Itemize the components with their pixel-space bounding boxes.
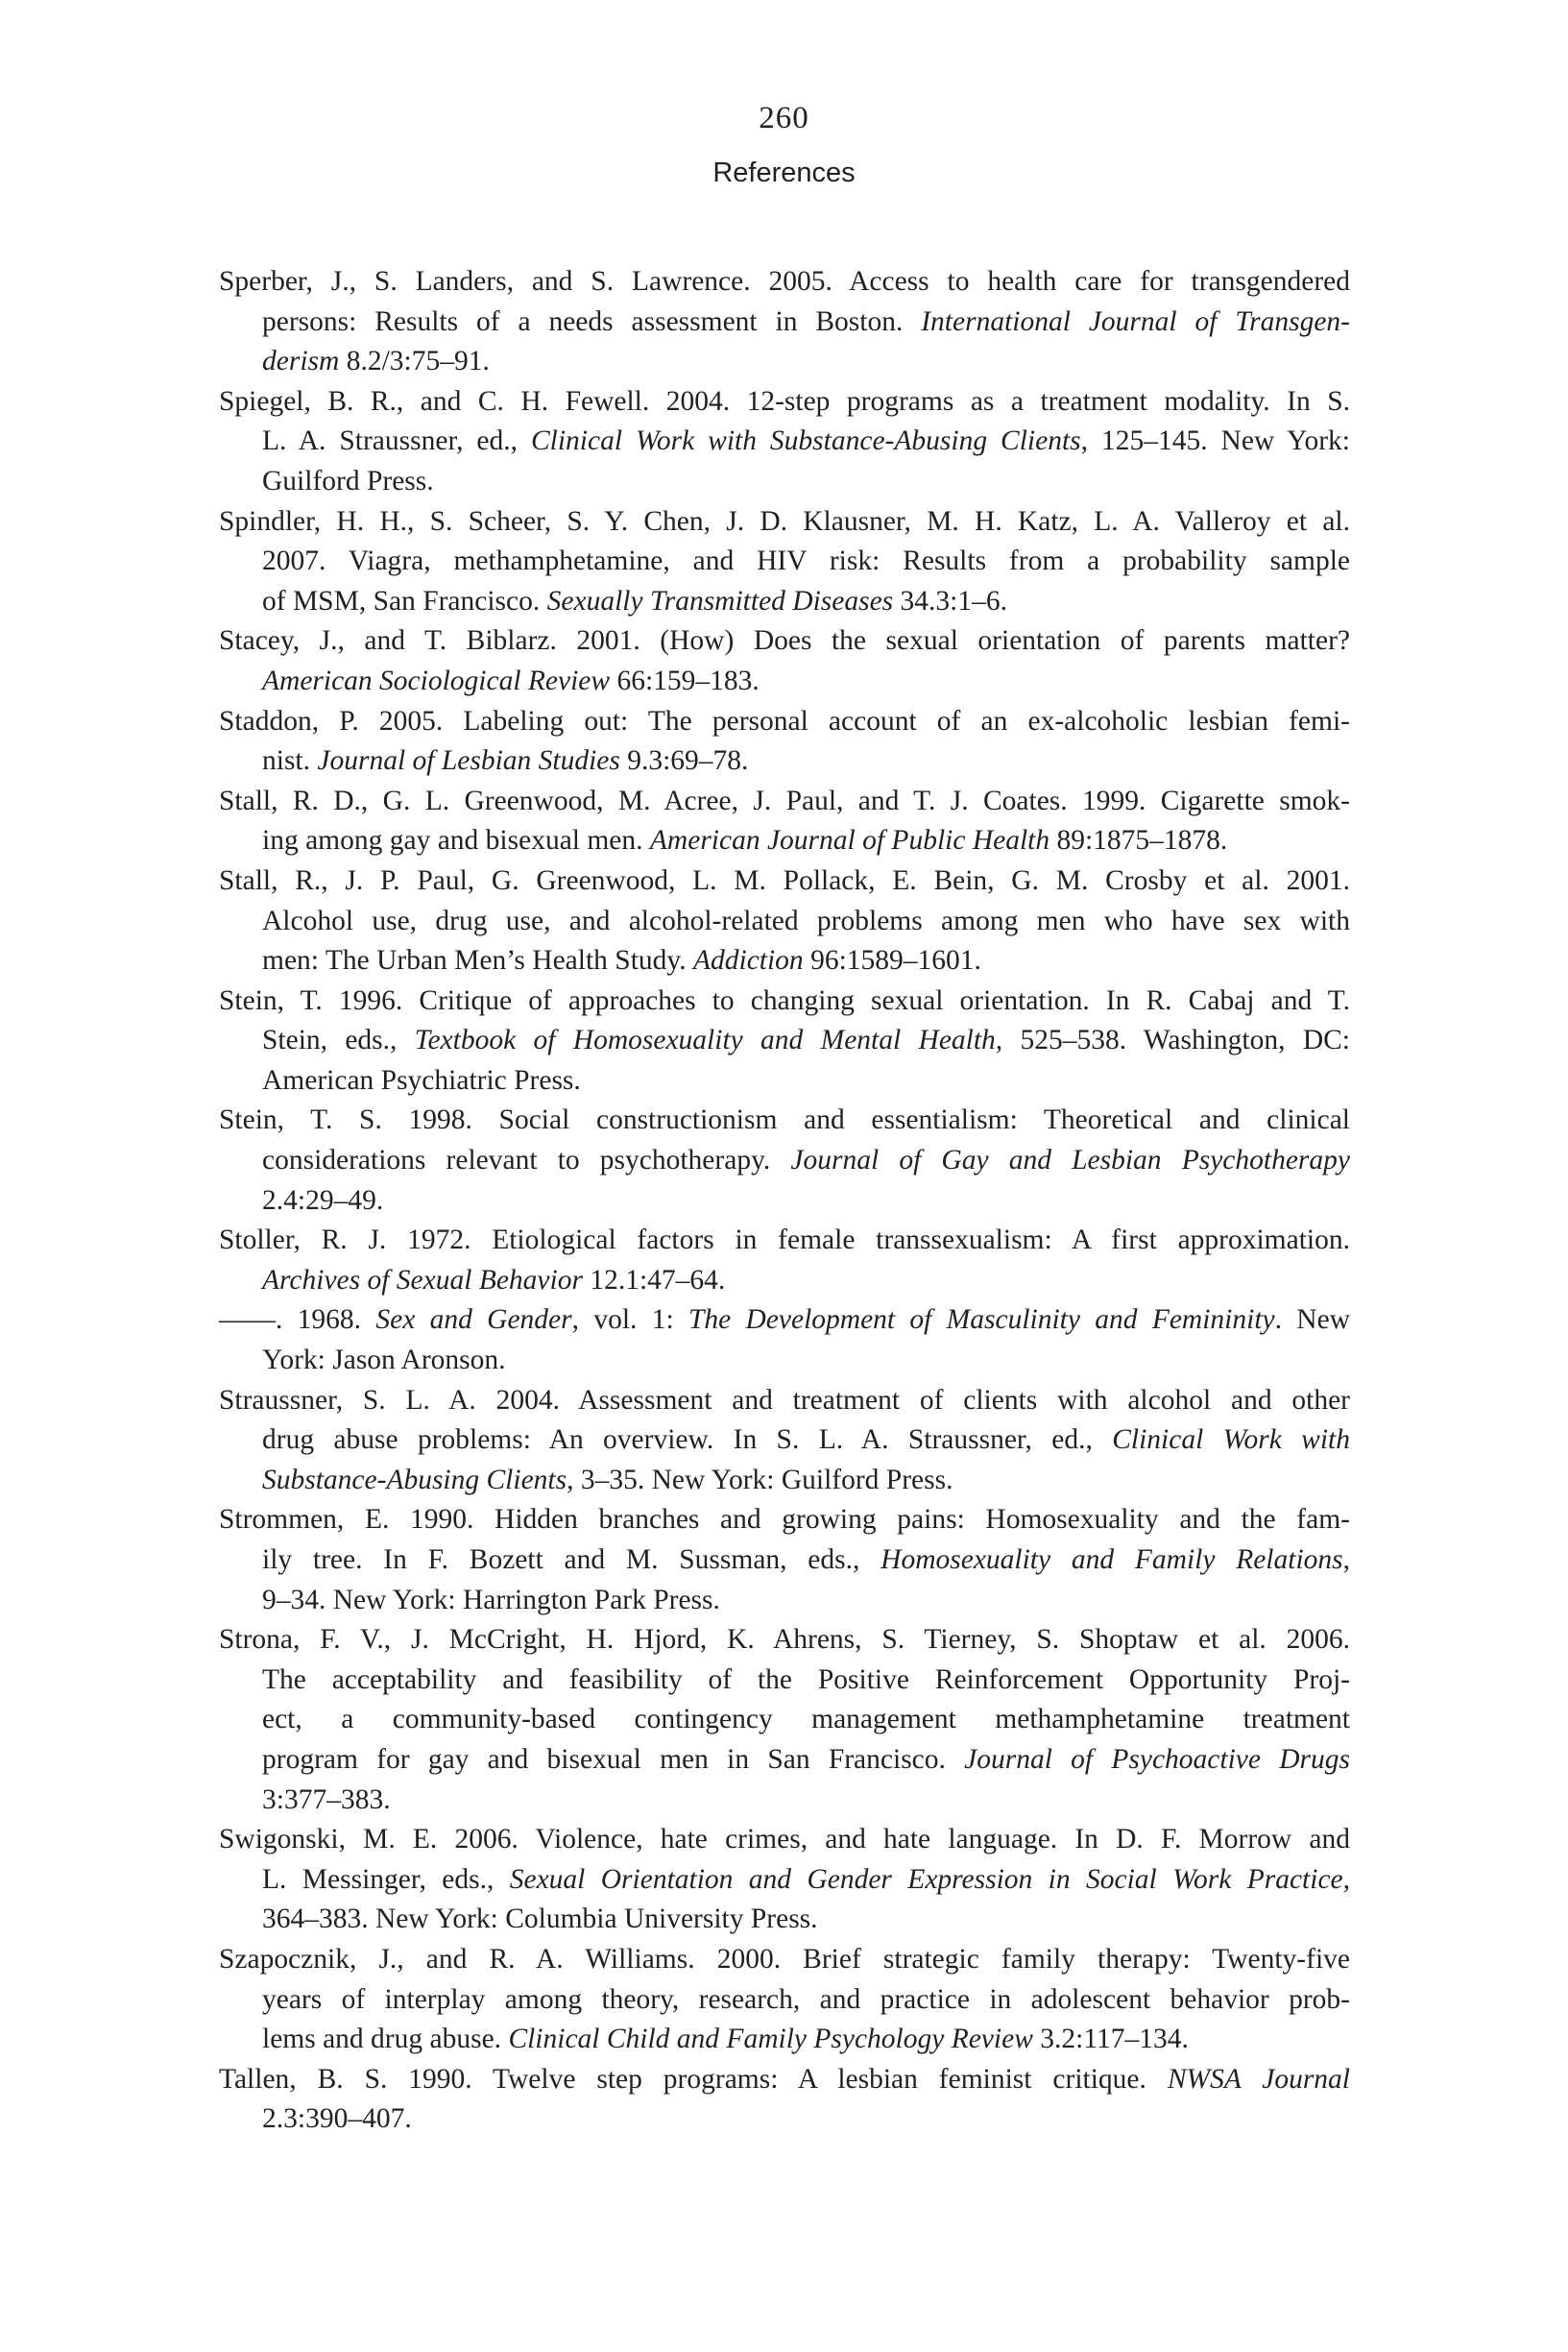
- reference-entry: [219, 382, 1350, 502]
- reference-text: Strona, F. V., J. McCright, H. Hjord, K. Ahrens, S. Tierney, S. Shoptaw et al. 2006.: [219, 1624, 1350, 1656]
- reference-text: ect, a community-based contingency management methamphetamine treatment: [262, 1704, 1350, 1735]
- reference-entry: [219, 1381, 1350, 1501]
- reference-text: considerations relevant to psychotherapy.: [262, 1145, 791, 1176]
- reference-text: of MSM, San Francisco.: [262, 585, 547, 617]
- reference-line: [219, 1781, 1350, 1821]
- reference-line: [219, 941, 1350, 982]
- reference-text: 96:1589–1601.: [803, 945, 981, 977]
- reference-text: 89:1875–1878.: [1049, 825, 1228, 857]
- reference-line: [219, 303, 1350, 343]
- reference-title-italic: American Sociological Review: [262, 665, 611, 696]
- reference-line: [219, 1341, 1350, 1381]
- reference-title-italic: Clinical Work with: [1112, 1424, 1351, 1456]
- reference-line: [219, 582, 1350, 622]
- reference-title-italic: derism: [262, 346, 340, 377]
- reference-line: [219, 2099, 1350, 2140]
- reference-text: 66:159–183.: [610, 665, 760, 696]
- page-number: 260: [759, 101, 809, 135]
- reference-title-italic: American Journal of Public Health: [649, 825, 1050, 857]
- reference-line: [219, 1381, 1350, 1421]
- reference-text: Stein, eds.,: [262, 1025, 415, 1056]
- reference-line: [219, 2020, 1350, 2060]
- reference-text: 3:377–383.: [262, 1783, 391, 1815]
- reference-text: 2007. Viagra, methamphetamine, and HIV risk: Results from a probability sample: [262, 546, 1350, 577]
- reference-entry: [219, 1221, 1350, 1300]
- reference-text: Stoller, R. J. 1972. Etiological factors in female transsexualism: A first approximation.: [219, 1224, 1350, 1256]
- reference-line: [219, 1980, 1350, 2021]
- reference-text: 525–538. Washington, DC:: [1002, 1025, 1351, 1056]
- reference-text: American Psychiatric Press.: [262, 1064, 581, 1096]
- reference-line: [219, 1101, 1350, 1141]
- reference-line: [219, 542, 1350, 582]
- reference-entry: [219, 1940, 1350, 2060]
- reference-text: 2.4:29–49.: [262, 1184, 384, 1216]
- reference-text: . New: [1274, 1304, 1351, 1336]
- reference-title-italic: Journal of Lesbian Studies: [317, 745, 620, 777]
- reference-line: [219, 621, 1350, 662]
- reference-text: York: Jason Aronson.: [262, 1345, 506, 1376]
- reference-title-italic: Homosexuality and Family Relations: [880, 1544, 1343, 1575]
- reference-text: Guilford Press.: [262, 465, 434, 497]
- reference-text: The acceptability and feasibility of the Positive Reinforcement Opportunity Proj-: [262, 1663, 1350, 1695]
- reference-line: [219, 1141, 1350, 1181]
- reference-line: [219, 741, 1350, 782]
- running-head: References: [712, 158, 856, 188]
- reference-title-italic: Substance-Abusing Clients: [262, 1464, 567, 1495]
- reference-text: Stacey, J., and T. Biblarz. 2001. (How) Does the sexual orientation of parents matter?: [219, 625, 1350, 657]
- reference-entry: [219, 1620, 1350, 1820]
- reference-text: men: The Urban Men’s Health Study.: [262, 945, 693, 977]
- reference-text: Spindler, H. H., S. Scheer, S. Y. Chen, J. D. Klausner, M. H. Katz, L. A. Valleroy et al.: [219, 505, 1350, 537]
- reference-text: L. A. Straussner, ed.,: [262, 425, 531, 457]
- reference-text: Stall, R., J. P. Paul, G. Greenwood, L. M. Pollack, E. Bein, G. M. Crosby et al. 2001.: [219, 864, 1350, 896]
- reference-text: Stall, R. D., G. L. Greenwood, M. Acree, J. Paul, and T. J. Coates. 1999. Cigarette smok-: [219, 785, 1350, 816]
- reference-entry: [219, 982, 1350, 1102]
- reference-text: Szapocznik, J., and R. A. Williams. 2000. Brief strategic family therapy: Twenty-five: [219, 1943, 1350, 1975]
- reference-title-italic: The Development of Masculinity and Femininity: [688, 1304, 1275, 1336]
- reference-line: [219, 1540, 1350, 1581]
- reference-text: nist.: [262, 745, 318, 777]
- reference-text: 34.3:1–6.: [893, 585, 1007, 617]
- reference-line: [219, 1221, 1350, 1261]
- reference-line: [219, 1740, 1350, 1781]
- reference-line: [219, 1661, 1350, 1701]
- reference-line: [219, 1461, 1350, 1501]
- reference-text: 9.3:69–78.: [619, 745, 749, 777]
- reference-line: [219, 1860, 1350, 1901]
- reference-line: [219, 1940, 1350, 1980]
- reference-text: , 3–35. New York: Guilford Press.: [567, 1464, 953, 1495]
- reference-text: persons: Results of a needs assessment in Boston.: [262, 305, 922, 337]
- reference-entry: [219, 262, 1350, 382]
- reference-line: [219, 1620, 1350, 1661]
- reference-text: years of interplay among theory, research, and practice in adolescent behavior prob-: [262, 1983, 1350, 2015]
- reference-line: [219, 782, 1350, 822]
- reference-text: , 125–145. New York:: [1080, 425, 1350, 457]
- reference-text: 9–34. New York: Harrington Park Press.: [262, 1584, 720, 1615]
- reference-text: 364–383. New York: Columbia University Press.: [262, 1903, 818, 1935]
- reference-text: Stein, T. 1996. Critique of approaches to changing sexual orientation. In R. Cabaj and T.: [219, 984, 1350, 1016]
- reference-title-italic: Sexual Orientation and Gender Expression in Social Work Practice,: [509, 1863, 1351, 1895]
- reference-text: , vol. 1:: [571, 1304, 688, 1336]
- reference-text: ily tree. In F. Bozett and M. Sussman, eds.,: [262, 1544, 881, 1575]
- reference-line: [219, 262, 1350, 303]
- reference-text: ing among gay and bisexual men.: [262, 825, 650, 857]
- reference-line: [219, 861, 1350, 902]
- reference-text: Strommen, E. 1990. Hidden branches and growing pains: Homosexuality and the fam-: [219, 1504, 1350, 1536]
- reference-title-italic: Textbook of Homosexuality and Mental Health,: [414, 1025, 1003, 1056]
- reference-entry: [219, 702, 1350, 782]
- reference-entry: [219, 621, 1350, 701]
- reference-line: [219, 462, 1350, 502]
- reference-line: [219, 1061, 1350, 1102]
- reference-line: [219, 1300, 1350, 1341]
- reference-text: Alcohol use, drug use, and alcohol-related problems among men who have sex with: [262, 905, 1350, 936]
- reference-text: Straussner, S. L. A. 2004. Assessment and treatment of clients with alcohol and other: [219, 1384, 1350, 1416]
- reference-entry: [219, 1101, 1350, 1221]
- reference-title-italic: Addiction: [692, 945, 804, 977]
- reference-text: 3.2:117–134.: [1032, 2024, 1189, 2055]
- reference-line: [219, 422, 1350, 462]
- reference-text: 12.1:47–64.: [582, 1264, 726, 1296]
- reference-title-italic: Clinical Child and Family Psychology Review: [508, 2024, 1033, 2055]
- reference-text: Spiegel, B. R., and C. H. Fewell. 2004. 12-step programs as a treatment modality. In S.: [219, 385, 1350, 417]
- reference-line: [219, 1700, 1350, 1740]
- reference-text: lems and drug abuse.: [262, 2024, 509, 2055]
- reference-line: [219, 1181, 1350, 1222]
- reference-entry: [219, 1300, 1350, 1380]
- reference-title-italic: Sexually Transmitted Diseases: [546, 585, 894, 617]
- reference-title-italic: International Journal of Transgen-: [921, 305, 1350, 337]
- reference-text: Sperber, J., S. Landers, and S. Lawrence. 2005. Access to health care for transgendered: [219, 266, 1350, 297]
- reference-entry: [219, 1820, 1350, 1940]
- reference-line: [219, 982, 1350, 1022]
- reference-text: program for gay and bisexual men in San Francisco.: [262, 1743, 965, 1775]
- reference-line: [219, 1581, 1350, 1621]
- reference-text: 8.2/3:75–91.: [339, 346, 490, 377]
- reference-text: drug abuse problems: An overview. In S. L. A. Straussner, ed.,: [262, 1424, 1113, 1456]
- reference-entry: [219, 502, 1350, 622]
- reference-line: [219, 702, 1350, 742]
- reference-title-italic: NWSA Journal: [1167, 2063, 1350, 2095]
- reference-text: Staddon, P. 2005. Labeling out: The personal account of an ex-alcoholic lesbian femi-: [219, 705, 1350, 737]
- reference-entry: [219, 782, 1350, 861]
- reference-line: [219, 1021, 1350, 1061]
- reference-line: [219, 1900, 1350, 1940]
- reference-title-italic: Clinical Work with Substance-Abusing Clients: [530, 425, 1081, 457]
- reference-line: [219, 1420, 1350, 1461]
- reference-text: ,: [1342, 1544, 1350, 1575]
- reference-text: L. Messinger, eds.,: [262, 1863, 510, 1895]
- reference-list: [219, 262, 1350, 2140]
- reference-entry: [219, 2060, 1350, 2140]
- reference-line: [219, 1500, 1350, 1540]
- reference-text: ——. 1968.: [219, 1304, 376, 1336]
- reference-text: Stein, T. S. 1998. Social constructionism and essentialism: Theoretical and clinical: [219, 1104, 1350, 1136]
- reference-line: [219, 902, 1350, 942]
- reference-title-italic: Archives of Sexual Behavior: [262, 1264, 583, 1296]
- reference-text: Swigonski, M. E. 2006. Violence, hate crimes, and hate language. In D. F. Morrow and: [219, 1824, 1350, 1855]
- reference-line: [219, 821, 1350, 861]
- reference-entry: [219, 861, 1350, 982]
- reference-title-italic: Journal of Gay and Lesbian Psychotherapy: [790, 1145, 1350, 1176]
- reference-line: [219, 662, 1350, 702]
- reference-title-italic: Journal of Psychoactive Drugs: [964, 1743, 1350, 1775]
- reference-text: 2.3:390–407.: [262, 2103, 412, 2135]
- reference-line: [219, 1820, 1350, 1860]
- reference-line: [219, 502, 1350, 543]
- reference-title-italic: Sex and Gender: [375, 1304, 572, 1336]
- reference-line: [219, 382, 1350, 423]
- reference-line: [219, 342, 1350, 382]
- reference-line: [219, 2060, 1350, 2100]
- reference-line: [219, 1261, 1350, 1301]
- reference-text: Tallen, B. S. 1990. Twelve step programs: A lesbian feminist critique.: [219, 2063, 1168, 2095]
- reference-entry: [219, 1500, 1350, 1620]
